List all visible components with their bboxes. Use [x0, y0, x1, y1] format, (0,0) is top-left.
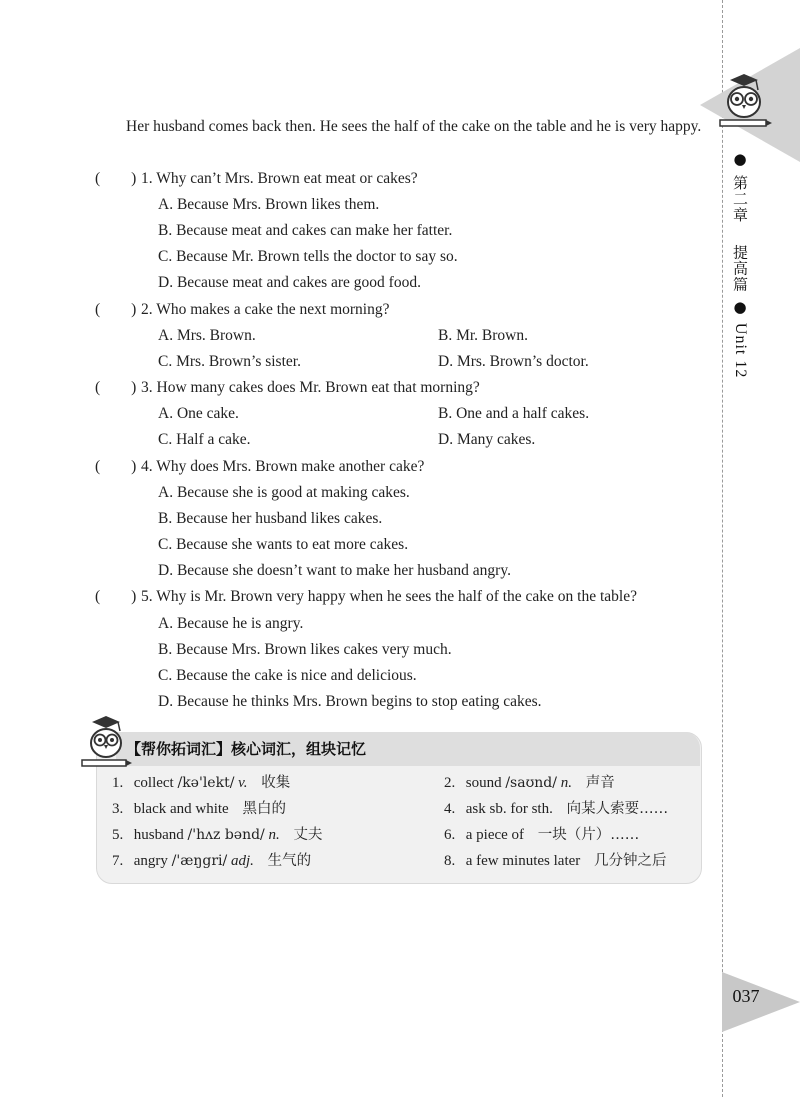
vocab-title: 【帮你拓词汇】核心词汇，组块记忆 [126, 740, 367, 758]
option-c: C. Because the cake is nice and delicious. [158, 667, 417, 684]
option-c: C. Because Mr. Brown tells the doctor to say so. [158, 248, 458, 265]
vocab-item-1: 1. collect /kə'lekt/ v. 收集 [112, 775, 291, 791]
option-a: A. Because he is angry. [158, 615, 304, 632]
question-stem: 2. Who makes a cake the next morning? [141, 301, 390, 318]
vocab-item-8: 8. a few minutes later 几分钟之后 [444, 853, 667, 869]
unit-label: Unit 12 [732, 322, 749, 379]
option-b: B. Because her husband likes cakes. [158, 510, 383, 527]
option-b: B. Because Mrs. Brown likes cakes very much. [158, 641, 452, 658]
vocab-item-5: 5. husband /'hʌz bənd/ n. 丈夫 [112, 827, 323, 843]
question-1 [95, 166, 418, 192]
option-a: A. Because she is good at making cakes. [158, 484, 410, 501]
option-d: D. Because he thinks Mrs. Brown begins to stop eating cakes. [158, 693, 542, 710]
answer-blank[interactable]: ( ) [95, 170, 137, 187]
vocab-item-2: 2. sound /saʊnd/ n. 声音 [444, 775, 615, 791]
answer-blank[interactable]: ( ) [95, 458, 137, 475]
chapter-label: 第二章 [731, 174, 749, 223]
question-5 [95, 584, 637, 610]
question-stem: 4. Why does Mrs. Brown make another cake? [141, 458, 425, 475]
question-4 [95, 454, 424, 480]
owl-mascot-icon [716, 72, 772, 132]
option-d: D. Mrs. Brown’s doctor. [438, 353, 589, 370]
answer-blank[interactable]: ( ) [95, 379, 137, 396]
option-c: C. Because she wants to eat more cakes. [158, 536, 409, 553]
answer-blank[interactable]: ( ) [95, 588, 137, 605]
bullet-dot-icon: ● [731, 150, 749, 169]
chapter-side-label [726, 150, 754, 378]
option-c: C. Half a cake. [158, 431, 251, 448]
vocab-item-3: 3. black and white 黑白的 [112, 801, 286, 817]
question-stem: 1. Why can’t Mrs. Brown eat meat or cakes? [141, 170, 418, 187]
owl-mascot-icon [80, 714, 132, 772]
vocab-item-7: 7. angry /'æŋgri/ adj. 生气的 [112, 853, 312, 869]
passage-text: Her husband comes back then. He sees the half of the cake on the table and he is very happy. [126, 118, 702, 135]
option-c: C. Mrs. Brown’s sister. [158, 353, 301, 370]
question-stem: 3. How many cakes does Mr. Brown eat that morning? [141, 379, 480, 396]
question-3 [95, 375, 480, 401]
vocab-item-6: 6. a piece of 一块（片）…… [444, 827, 640, 843]
bullet-dot-icon: ● [731, 298, 749, 318]
vocab-box [96, 732, 700, 882]
option-b: B. One and a half cakes. [438, 405, 590, 422]
answer-blank[interactable]: ( ) [95, 301, 137, 318]
vocab-item-4: 4. ask sb. for sth. 向某人索要…… [444, 801, 669, 817]
page-number: 037 [732, 986, 760, 1006]
option-d: D. Because meat and cakes are good food. [158, 274, 421, 291]
option-d: D. Because she doesn’t want to make her husband angry. [158, 562, 511, 579]
question-2 [95, 297, 390, 323]
option-a: A. Because Mrs. Brown likes them. [158, 196, 380, 213]
option-b: B. Because meat and cakes can make her fatter. [158, 222, 453, 239]
option-d: D. Many cakes. [438, 431, 536, 448]
option-b: B. Mr. Brown. [438, 327, 528, 344]
option-a: A. One cake. [158, 405, 239, 422]
question-stem: 5. Why is Mr. Brown very happy when he sees the half of the cake on the table? [141, 588, 637, 605]
section-label: 提高篇 [731, 244, 749, 293]
margin-dashed-line [722, 0, 723, 1097]
option-a: A. Mrs. Brown. [158, 327, 256, 344]
